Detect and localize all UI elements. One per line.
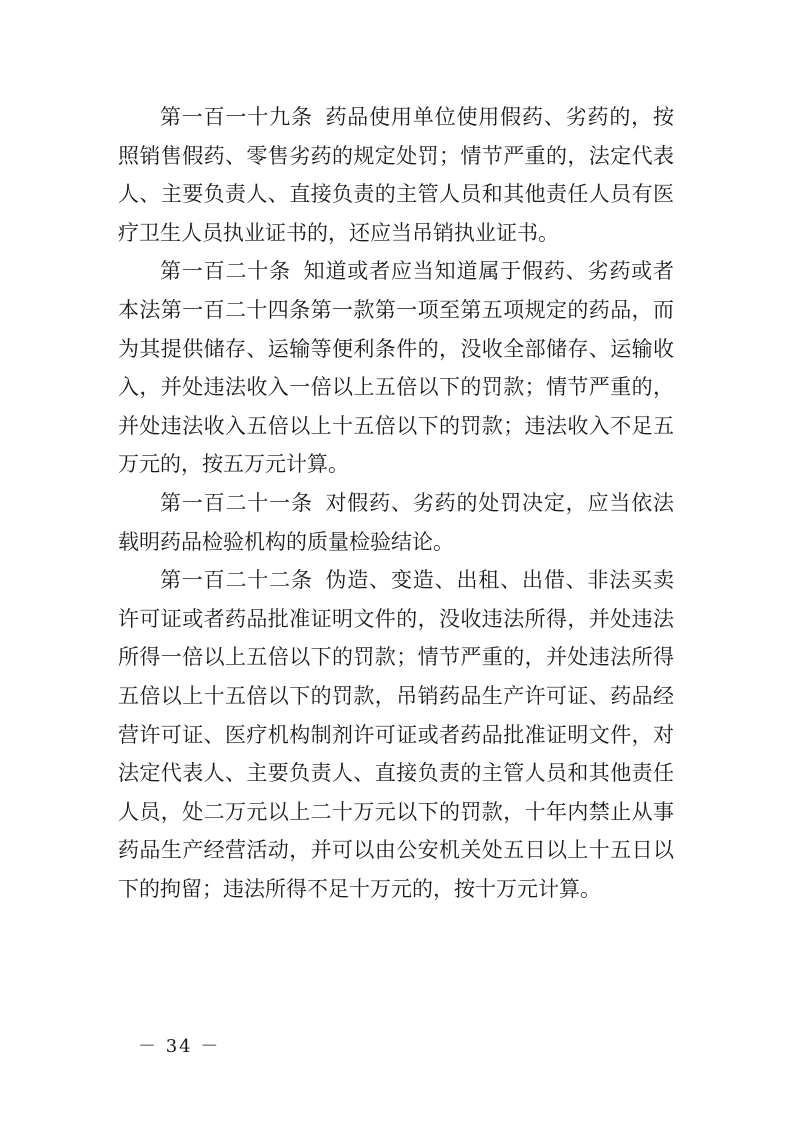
article-number: 第一百二十条 [160, 259, 292, 284]
article-119 [118, 98, 674, 252]
article-text: 药品使用单位使用假药、劣药的，按照销售假药、零售劣药的规定处罚；情节严重的，法定代表人、主要负责人、直接负责的主管人员和其他责任人员有医疗卫生人员执业证书的，还应当吊销执业证书。 [118, 105, 675, 245]
page-number: － 34 － [138, 1036, 221, 1057]
article-121 [118, 484, 674, 561]
article-number: 第一百二十二条 [160, 568, 313, 593]
article-text: 知道或者应当知道属于假药、劣药或者本法第一百二十四条第一款第一项至第五项规定的药品，而为其提供储存、运输等便利条件的，没收全部储存、运输收入，并处违法收入一倍以上五倍以下的罚款；情节严重的，并处违法收入五倍以上十五倍以下的罚款；违法收入不足五万元的，按五万元计算。 [118, 259, 675, 477]
article-number: 第一百二十一条 [160, 490, 313, 515]
article-text: 伪造、变造、出租、出借、非法买卖许可证或者药品批准证明文件的，没收违法所得，并处违法所得一倍以上五倍以下的罚款；情节严重的，并处违法所得五倍以上十五倍以下的罚款，吊销药品生产许可证、药品经营许可证、医疗机构制剂许可证或者药品批准证明文件，对法定代表人、主要负责人、直接负责的主管人员和其他责任人员，处二万元以上二十万元以下的罚款，十年内禁止从事药品生产经营活动，并可以由公安机关处五日以上十五日以下的拘留；违法所得不足十万元的，按十万元计算。 [118, 568, 675, 901]
article-120 [118, 252, 674, 484]
article-number: 第一百一十九条 [160, 105, 313, 129]
article-text: 对假药、劣药的处罚决定，应当依法载明药品检验机构的质量检验结论。 [118, 490, 675, 554]
article-122 [118, 561, 674, 908]
body-text [118, 98, 674, 908]
